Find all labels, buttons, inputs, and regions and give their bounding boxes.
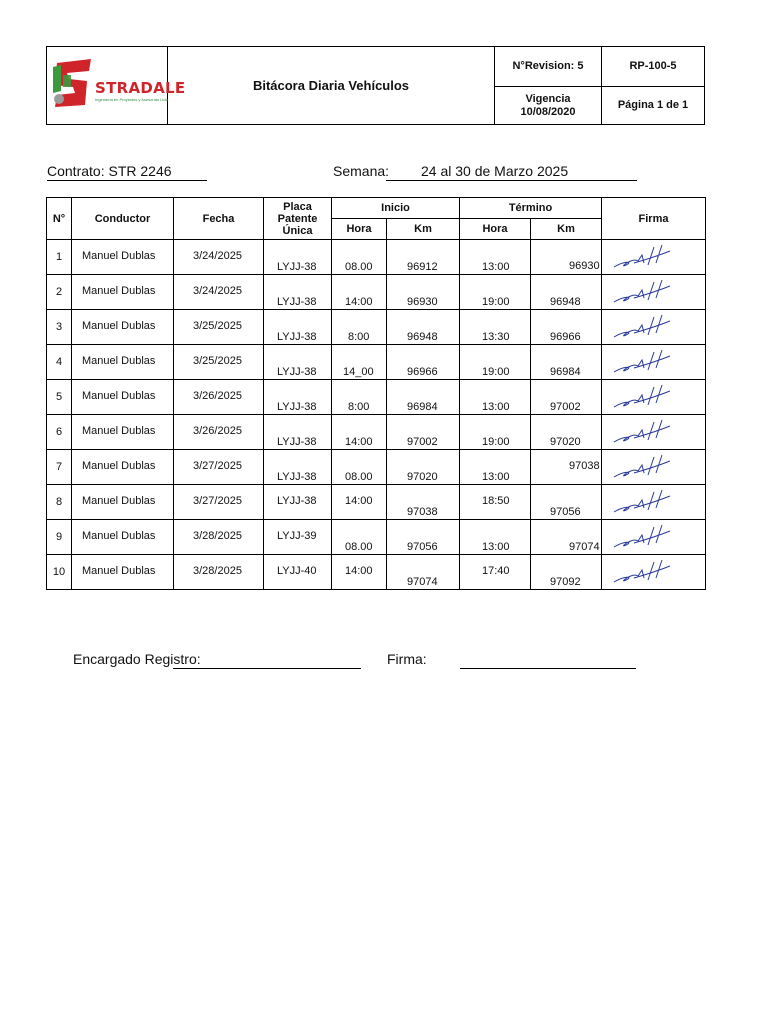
placa: LYJJ-38 (277, 401, 317, 413)
handwritten-signature (604, 416, 674, 446)
document-header (46, 46, 705, 125)
inicio-hora: 14_00 (343, 366, 374, 378)
fecha: 3/24/2025 (193, 285, 242, 297)
conductor: Manuel Dublas (82, 530, 156, 542)
inicio-hora-cell (332, 240, 387, 275)
fecha: 3/24/2025 (193, 250, 242, 262)
placa: LYJJ-38 (277, 331, 317, 343)
handwritten-signature (604, 521, 674, 551)
handwritten-signature (604, 486, 674, 516)
firma-cell (602, 555, 706, 590)
termino-km: 96984 (550, 366, 581, 378)
week-label: Semana: (333, 163, 390, 179)
placa: LYJJ-38 (277, 471, 317, 483)
termino-hora-cell (460, 310, 531, 345)
inicio-hora: 8:00 (348, 331, 370, 343)
firma-cell (602, 310, 706, 345)
table-row (47, 555, 706, 590)
termino-hora-cell (460, 380, 531, 415)
inicio-hora: 14:00 (345, 565, 373, 577)
page-indicator: Página 1 de 1 (617, 99, 689, 111)
row-number: 7 (55, 461, 63, 473)
conductor: Manuel Dublas (82, 355, 156, 367)
fecha: 3/25/2025 (193, 320, 242, 332)
termino-hora-cell (460, 345, 531, 380)
termino-hora-cell (460, 275, 531, 310)
header-inicio-hora: Hora (332, 219, 387, 240)
handwritten-signature (604, 241, 674, 271)
inicio-hora-cell (332, 345, 387, 380)
inicio-hora: 14:00 (345, 436, 373, 448)
fecha: 3/27/2025 (193, 460, 242, 472)
inicio-hora-cell (332, 555, 387, 590)
row-number-cell (47, 310, 72, 345)
termino-hora: 13:00 (482, 471, 510, 483)
table-row (47, 310, 706, 345)
fecha: 3/25/2025 (193, 355, 242, 367)
logo-mark-icon (51, 57, 95, 109)
inicio-km: 97038 (407, 506, 438, 518)
fecha: 3/28/2025 (193, 530, 242, 542)
firma-label: Firma: (387, 651, 427, 667)
header-fecha: Fecha (174, 198, 264, 240)
inicio-km: 96984 (407, 401, 438, 413)
conductor-cell (72, 555, 174, 590)
inicio-km: 97074 (407, 576, 438, 588)
termino-hora: 19:00 (482, 436, 510, 448)
placa-cell (264, 555, 332, 590)
placa-cell (264, 380, 332, 415)
inicio-hora-cell (332, 310, 387, 345)
inicio-km: 97056 (407, 541, 438, 553)
termino-km-cell (531, 520, 602, 555)
inicio-km: 97020 (407, 471, 438, 483)
fecha-cell (174, 520, 264, 555)
inicio-hora: 08.00 (345, 261, 373, 273)
conductor-cell (72, 310, 174, 345)
table-row (47, 345, 706, 380)
termino-km: 97020 (550, 436, 581, 448)
termino-km-cell (531, 345, 602, 380)
conductor: Manuel Dublas (82, 320, 156, 332)
termino-km: 96930 (569, 260, 600, 272)
vigencia-date: 10/08/2020 (520, 105, 576, 118)
inicio-km-cell (387, 415, 460, 450)
termino-hora: 13:00 (482, 541, 510, 553)
placa-cell (264, 415, 332, 450)
inicio-hora-cell (332, 415, 387, 450)
header-conductor: Conductor (72, 198, 174, 240)
inicio-km-cell (387, 240, 460, 275)
inicio-km-cell (387, 555, 460, 590)
firma-signature-line (460, 668, 636, 669)
termino-km: 97038 (569, 460, 600, 472)
conductor-cell (72, 345, 174, 380)
header-n: N° (47, 198, 72, 240)
termino-km-cell (531, 485, 602, 520)
fecha-cell (174, 240, 264, 275)
row-number-cell (47, 415, 72, 450)
fecha-cell (174, 485, 264, 520)
placa-cell (264, 450, 332, 485)
placa: LYJJ-38 (277, 495, 317, 507)
placa: LYJJ-38 (277, 261, 317, 273)
placa: LYJJ-38 (277, 296, 317, 308)
termino-hora-cell (460, 520, 531, 555)
termino-hora: 19:00 (482, 296, 510, 308)
inicio-km-cell (387, 345, 460, 380)
fecha: 3/28/2025 (193, 565, 242, 577)
conductor-cell (72, 415, 174, 450)
fecha-cell (174, 275, 264, 310)
termino-hora: 17:40 (482, 565, 510, 577)
fecha-cell (174, 310, 264, 345)
encargado-signature-line (173, 668, 361, 669)
inicio-hora: 14:00 (345, 296, 373, 308)
termino-km: 97056 (550, 506, 581, 518)
termino-km-cell (531, 240, 602, 275)
firma-cell (602, 450, 706, 485)
row-number-cell (47, 345, 72, 380)
termino-km-cell (531, 275, 602, 310)
termino-km-cell (531, 450, 602, 485)
inicio-km: 96948 (407, 331, 438, 343)
firma-cell (602, 520, 706, 555)
termino-km: 96966 (550, 331, 581, 343)
header-termino: Término (460, 198, 602, 219)
row-number-cell (47, 555, 72, 590)
inicio-hora-cell (332, 520, 387, 555)
fecha-cell (174, 450, 264, 485)
table-row (47, 380, 706, 415)
table-row (47, 485, 706, 520)
termino-km: 97002 (550, 401, 581, 413)
termino-hora-cell (460, 450, 531, 485)
inicio-hora-cell (332, 485, 387, 520)
row-number: 4 (55, 356, 63, 368)
inicio-km-cell (387, 380, 460, 415)
fecha-cell (174, 345, 264, 380)
revision-number: N°Revision: 5 (512, 60, 584, 72)
handwritten-signature (604, 381, 674, 411)
contract-underline (47, 180, 207, 181)
placa-cell (264, 275, 332, 310)
row-number: 5 (55, 391, 63, 403)
row-number: 3 (55, 321, 63, 333)
fecha: 3/27/2025 (193, 495, 242, 507)
table-row (47, 275, 706, 310)
placa-cell (264, 345, 332, 380)
table-row (47, 520, 706, 555)
vehicle-log-table (46, 197, 706, 590)
fecha: 3/26/2025 (193, 390, 242, 402)
week-underline (386, 180, 637, 181)
inicio-km: 96930 (407, 296, 438, 308)
header-placa: Placa Patente Única (264, 198, 332, 240)
row-number: 2 (55, 286, 63, 298)
placa: LYJJ-39 (277, 530, 317, 542)
placa: LYJJ-40 (277, 565, 317, 577)
header-inicio: Inicio (332, 198, 460, 219)
document-code: RP-100-5 (629, 60, 677, 72)
row-number-cell (47, 520, 72, 555)
conductor: Manuel Dublas (82, 565, 156, 577)
termino-km: 97092 (550, 576, 581, 588)
header-termino-hora: Hora (460, 219, 531, 240)
firma-cell (602, 345, 706, 380)
conductor-cell (72, 380, 174, 415)
row-number-cell (47, 450, 72, 485)
inicio-km-cell (387, 450, 460, 485)
termino-km-cell (531, 380, 602, 415)
logo-wordmark: STRADALE (95, 79, 186, 97)
row-number-cell (47, 380, 72, 415)
firma-cell (602, 380, 706, 415)
firma-cell (602, 485, 706, 520)
inicio-km-cell (387, 485, 460, 520)
inicio-km: 96912 (407, 261, 438, 273)
handwritten-signature (604, 346, 674, 376)
header-firma: Firma (602, 198, 706, 240)
handwritten-signature (604, 311, 674, 341)
fecha-cell (174, 415, 264, 450)
inicio-hora: 8:00 (348, 401, 370, 413)
table-body (47, 240, 706, 590)
inicio-hora: 08.00 (345, 471, 373, 483)
inicio-hora-cell (332, 380, 387, 415)
termino-km-cell (531, 415, 602, 450)
firma-cell (602, 415, 706, 450)
conductor-cell (72, 450, 174, 485)
header-inicio-km: Km (387, 219, 460, 240)
firma-cell (602, 275, 706, 310)
inicio-km-cell (387, 310, 460, 345)
termino-hora: 13:00 (482, 261, 510, 273)
conductor: Manuel Dublas (82, 495, 156, 507)
fecha: 3/26/2025 (193, 425, 242, 437)
week-value: 24 al 30 de Marzo 2025 (421, 163, 569, 179)
handwritten-signature (604, 451, 674, 481)
termino-hora: 19:00 (482, 366, 510, 378)
row-number: 6 (55, 426, 63, 438)
document-title: Bitácora Diaria Vehículos (252, 78, 410, 93)
inicio-hora: 14:00 (345, 495, 373, 507)
inicio-km-cell (387, 520, 460, 555)
conductor: Manuel Dublas (82, 390, 156, 402)
termino-hora-cell (460, 555, 531, 590)
row-number: 9 (55, 531, 63, 543)
termino-hora-cell (460, 415, 531, 450)
company-logo (51, 57, 186, 109)
table-row (47, 240, 706, 275)
conductor-cell (72, 520, 174, 555)
row-number: 8 (55, 496, 63, 508)
placa-cell (264, 520, 332, 555)
inicio-hora: 08.00 (345, 541, 373, 553)
placa-cell (264, 485, 332, 520)
encargado-label: Encargado Registro: (73, 651, 201, 667)
inicio-km: 96966 (407, 366, 438, 378)
conductor: Manuel Dublas (82, 285, 156, 297)
inicio-km-cell (387, 275, 460, 310)
placa: LYJJ-38 (277, 436, 317, 448)
conductor-cell (72, 240, 174, 275)
inicio-km: 97002 (407, 436, 438, 448)
termino-hora: 18:50 (482, 495, 510, 507)
conductor-cell (72, 485, 174, 520)
row-number: 1 (55, 251, 63, 263)
conductor-cell (72, 275, 174, 310)
header-termino-km: Km (531, 219, 602, 240)
firma-cell (602, 240, 706, 275)
row-number-cell (47, 485, 72, 520)
table-row (47, 450, 706, 485)
row-number-cell (47, 240, 72, 275)
conductor: Manuel Dublas (82, 425, 156, 437)
fecha-cell (174, 555, 264, 590)
contract-label: Contrato: STR 2246 (47, 163, 172, 179)
placa-cell (264, 310, 332, 345)
conductor: Manuel Dublas (82, 250, 156, 262)
handwritten-signature (604, 556, 674, 586)
placa-cell (264, 240, 332, 275)
termino-hora: 13:00 (482, 401, 510, 413)
inicio-hora-cell (332, 450, 387, 485)
termino-km: 97074 (569, 541, 600, 553)
termino-hora: 13:30 (482, 331, 510, 343)
vigencia-label: Vigencia (525, 92, 571, 105)
fecha-cell (174, 380, 264, 415)
row-number: 10 (52, 566, 66, 578)
termino-hora-cell (460, 485, 531, 520)
row-number-cell (47, 275, 72, 310)
vigencia-cell (495, 87, 601, 124)
logo-tagline: Ingeniería en Proyectos y Asesorías Ltda (95, 97, 168, 102)
placa: LYJJ-38 (277, 366, 317, 378)
handwritten-signature (604, 276, 674, 306)
inicio-hora-cell (332, 275, 387, 310)
termino-hora-cell (460, 240, 531, 275)
termino-km: 96948 (550, 296, 581, 308)
conductor: Manuel Dublas (82, 460, 156, 472)
table-row (47, 415, 706, 450)
termino-km-cell (531, 555, 602, 590)
termino-km-cell (531, 310, 602, 345)
